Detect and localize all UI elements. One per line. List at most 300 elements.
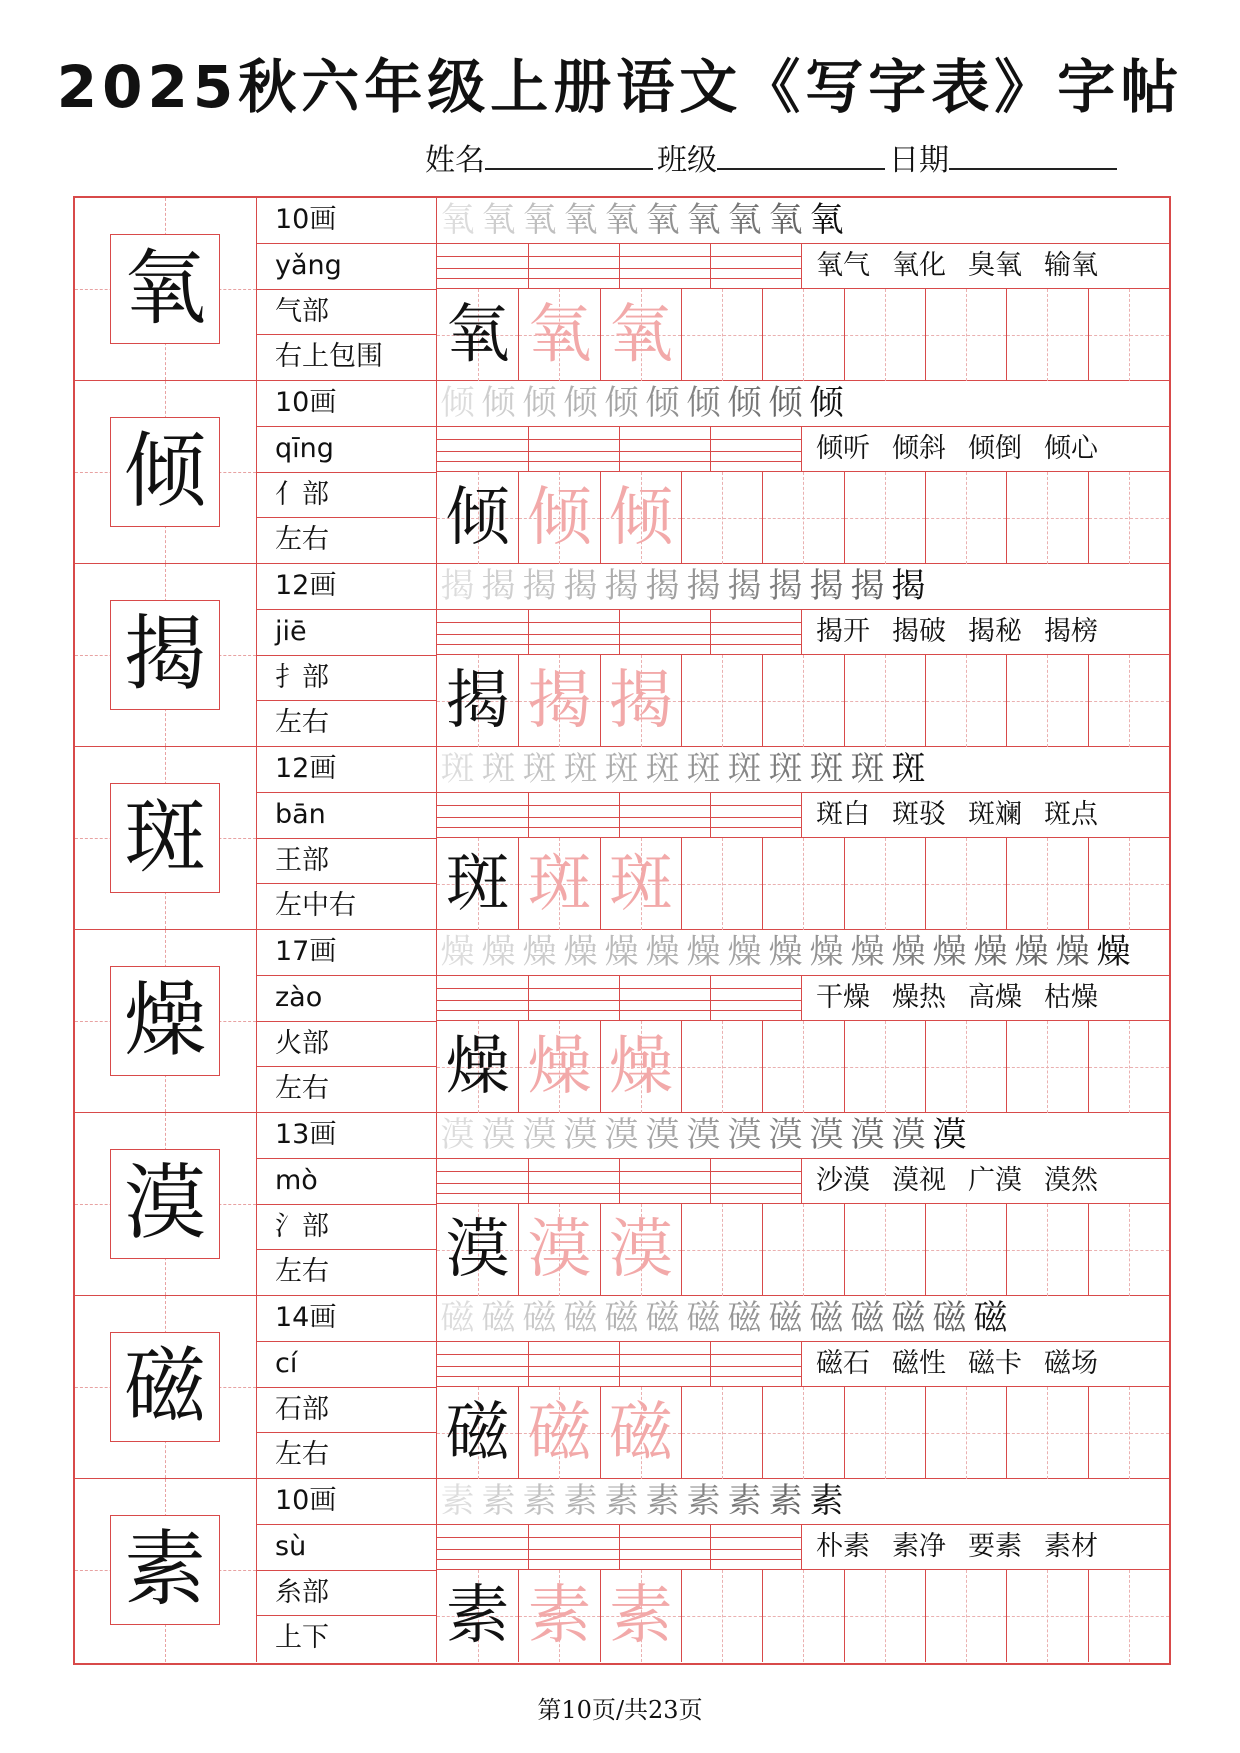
stroke-step: 倾	[440, 383, 475, 423]
stroke-step: 漠	[522, 1115, 557, 1155]
stroke-step: 磁	[481, 1298, 516, 1338]
word: 磁场	[1044, 1348, 1098, 1379]
stroke-step: 磁	[686, 1298, 721, 1338]
stroke-step: 磁	[604, 1298, 639, 1338]
model-char: 倾	[445, 481, 510, 555]
guide-line	[845, 335, 925, 336]
stroke-step: 倾	[481, 383, 516, 423]
word-list	[801, 427, 1169, 472]
guide-line	[1007, 1067, 1087, 1068]
character-row	[75, 930, 1169, 1113]
writing-box[interactable]	[518, 838, 599, 930]
stroke-step: 斑	[891, 749, 926, 789]
writing-box[interactable]	[762, 1204, 843, 1296]
writing-box[interactable]	[681, 1204, 762, 1296]
radical: 王部	[257, 839, 436, 885]
writing-box[interactable]	[1088, 1204, 1169, 1296]
stroke-step: 氧	[686, 200, 721, 240]
stroke-step: 氧	[604, 200, 639, 240]
stroke-step: 斑	[563, 749, 598, 789]
stroke-step: 揭	[522, 566, 557, 606]
page-title: 2025秋六年级上册语文《写字表》字帖	[56, 53, 1184, 121]
writing-box[interactable]	[600, 655, 681, 747]
stroke-step: 燥	[440, 932, 475, 972]
stroke-order	[437, 198, 1169, 244]
pinyin: cí	[257, 1342, 436, 1388]
pinyin-divider	[619, 793, 620, 837]
pinyin-divider	[619, 1159, 620, 1203]
structure: 左右	[275, 1073, 329, 1105]
stroke-step: 磁	[727, 1298, 762, 1338]
structure: 上下	[275, 1622, 329, 1654]
writing-box[interactable]	[1006, 838, 1087, 930]
practice-area	[437, 1296, 1169, 1478]
stroke-step: 燥	[645, 932, 680, 972]
stroke-step: 素	[604, 1481, 639, 1521]
stroke-step: 磁	[563, 1298, 598, 1338]
stroke-step: 素	[440, 1481, 475, 1521]
guide-line	[926, 1433, 1006, 1434]
stroke-order	[437, 381, 1169, 427]
stroke-step: 燥	[686, 932, 721, 972]
pinyin-divider	[528, 244, 529, 288]
word-list	[801, 1342, 1169, 1387]
writing-box[interactable]	[681, 1570, 762, 1662]
pinyin-divider	[619, 427, 620, 471]
main-char: 磁	[110, 1332, 220, 1442]
word: 揭榜	[1044, 616, 1098, 647]
pinyin-divider	[710, 976, 711, 1020]
writing-box[interactable]	[437, 1021, 518, 1113]
pinyin-writing-grid[interactable]	[437, 1159, 801, 1204]
word: 枯燥	[1044, 982, 1098, 1013]
main-char: 燥	[110, 966, 220, 1076]
stroke-step: 磁	[440, 1298, 475, 1338]
pinyin-writing-grid[interactable]	[437, 1342, 801, 1387]
pinyin-divider	[710, 610, 711, 654]
class-blank[interactable]	[717, 140, 885, 170]
stroke-step: 燥	[932, 932, 967, 972]
main-char-cell	[75, 930, 257, 1112]
writing-box[interactable]	[1006, 289, 1087, 381]
writing-box[interactable]	[1006, 655, 1087, 747]
writing-box[interactable]	[518, 1021, 599, 1113]
trace-char: 倾	[608, 481, 673, 555]
pinyin-divider	[710, 1159, 711, 1203]
stroke-step: 燥	[727, 932, 762, 972]
stroke-step: 燥	[604, 932, 639, 972]
word: 磁性	[892, 1348, 946, 1379]
radical: 气部	[257, 290, 436, 336]
word: 斑驳	[892, 799, 946, 830]
character-row	[75, 1296, 1169, 1479]
stroke-step: 素	[809, 1481, 844, 1521]
main-char: 斑	[110, 783, 220, 893]
writing-box[interactable]	[600, 1204, 681, 1296]
stroke-step: 素	[768, 1481, 803, 1521]
writing-box[interactable]	[844, 1387, 925, 1479]
writing-box[interactable]	[844, 289, 925, 381]
guide-line	[1089, 518, 1169, 519]
writing-box[interactable]	[762, 1387, 843, 1479]
stroke-step: 漠	[604, 1115, 639, 1155]
stroke-step: 揭	[481, 566, 516, 606]
guide-line	[682, 1616, 762, 1617]
stroke-step: 燥	[973, 932, 1008, 972]
writing-box[interactable]	[1088, 1021, 1169, 1113]
stroke-step: 素	[563, 1481, 598, 1521]
writing-box[interactable]	[681, 655, 762, 747]
character-row	[75, 747, 1169, 930]
pinyin-writing-grid[interactable]	[437, 610, 801, 655]
stroke-step: 漠	[850, 1115, 885, 1155]
writing-box[interactable]	[925, 1387, 1006, 1479]
stroke-step: 燥	[522, 932, 557, 972]
writing-box[interactable]	[437, 289, 518, 381]
writing-box[interactable]	[518, 1204, 599, 1296]
guide-line	[682, 884, 762, 885]
writing-box[interactable]	[762, 1570, 843, 1662]
model-char: 斑	[445, 847, 510, 921]
writing-box[interactable]	[600, 838, 681, 930]
pinyin-divider	[710, 1342, 711, 1386]
writing-box[interactable]	[1006, 1204, 1087, 1296]
stroke-step: 斑	[768, 749, 803, 789]
radical: 糸部	[257, 1571, 436, 1617]
structure: 左右	[275, 524, 329, 556]
guide-line	[926, 1250, 1006, 1251]
trace-char: 揭	[608, 664, 673, 738]
practice-area	[437, 747, 1169, 929]
writing-box[interactable]	[762, 1021, 843, 1113]
practice-area	[437, 381, 1169, 563]
char-info	[257, 1113, 437, 1295]
radical: 氵部	[257, 1205, 436, 1251]
word: 沙漠	[816, 1165, 870, 1196]
word-list	[801, 244, 1169, 289]
stroke-count: 12画	[257, 747, 436, 793]
writing-box[interactable]	[925, 1021, 1006, 1113]
practice-area	[437, 930, 1169, 1112]
stroke-step: 磁	[891, 1298, 926, 1338]
trace-char: 燥	[527, 1030, 592, 1104]
stroke-step: 揭	[604, 566, 639, 606]
main-char-cell	[75, 1113, 257, 1295]
stroke-step: 磁	[850, 1298, 885, 1338]
writing-box[interactable]	[518, 1570, 599, 1662]
main-char-cell	[75, 1479, 257, 1662]
stroke-step: 燥	[1096, 932, 1131, 972]
writing-box[interactable]	[600, 289, 681, 381]
writing-box[interactable]	[1088, 655, 1169, 747]
writing-boxes	[437, 655, 1169, 747]
word: 斑点	[1044, 799, 1098, 830]
word-list	[801, 793, 1169, 838]
word: 漠视	[892, 1165, 946, 1196]
word: 朴素	[816, 1531, 870, 1562]
pinyin-divider	[619, 976, 620, 1020]
guide-line	[926, 335, 1006, 336]
writing-box[interactable]	[844, 1021, 925, 1113]
stroke-count: 12画	[257, 564, 436, 610]
main-char: 倾	[110, 417, 220, 527]
writing-box[interactable]	[437, 838, 518, 930]
guide-line	[682, 518, 762, 519]
trace-char: 氧	[608, 298, 673, 372]
guide-line	[763, 884, 843, 885]
guide-line	[682, 1433, 762, 1434]
word: 广漠	[968, 1165, 1022, 1196]
writing-box[interactable]	[925, 655, 1006, 747]
guide-line	[763, 1250, 843, 1251]
writing-box[interactable]	[1088, 472, 1169, 564]
pinyin: mò	[257, 1159, 436, 1205]
writing-box[interactable]	[600, 1570, 681, 1662]
stroke-step: 揭	[891, 566, 926, 606]
guide-line	[1007, 884, 1087, 885]
writing-box[interactable]	[844, 472, 925, 564]
stroke-order	[437, 1113, 1169, 1159]
guide-line	[845, 1067, 925, 1068]
word: 氧气	[816, 250, 870, 281]
word: 倾斜	[892, 433, 946, 464]
guide-line	[845, 1250, 925, 1251]
pinyin-divider	[528, 1342, 529, 1386]
stroke-step: 斑	[645, 749, 680, 789]
stroke-step: 倾	[686, 383, 721, 423]
writing-box[interactable]	[437, 472, 518, 564]
writing-box[interactable]	[844, 655, 925, 747]
stroke-step: 磁	[932, 1298, 967, 1338]
writing-box[interactable]	[762, 838, 843, 930]
trace-char: 素	[527, 1579, 592, 1653]
guide-line	[682, 701, 762, 702]
writing-box[interactable]	[1088, 289, 1169, 381]
writing-box[interactable]	[762, 289, 843, 381]
stroke-step: 揭	[727, 566, 762, 606]
char-info	[257, 198, 437, 380]
guide-line	[926, 1067, 1006, 1068]
word: 倾心	[1044, 433, 1098, 464]
writing-box[interactable]	[1006, 472, 1087, 564]
stroke-step: 燥	[891, 932, 926, 972]
writing-box[interactable]	[600, 1387, 681, 1479]
stroke-step: 素	[686, 1481, 721, 1521]
writing-box[interactable]	[925, 472, 1006, 564]
stroke-step: 倾	[768, 383, 803, 423]
guide-line	[1089, 1616, 1169, 1617]
pinyin: zào	[257, 976, 436, 1022]
stroke-step: 燥	[768, 932, 803, 972]
stroke-step: 斑	[686, 749, 721, 789]
guide-line	[845, 884, 925, 885]
stroke-count: 13画	[257, 1113, 436, 1159]
stroke-step: 漠	[686, 1115, 721, 1155]
writing-box[interactable]	[681, 838, 762, 930]
structure: 左右	[275, 1439, 329, 1471]
writing-box[interactable]	[681, 1021, 762, 1113]
stroke-step: 磁	[522, 1298, 557, 1338]
pinyin-writing-grid[interactable]	[437, 976, 801, 1021]
char-info	[257, 930, 437, 1112]
pinyin-divider	[710, 1525, 711, 1569]
stroke-step: 氧	[809, 200, 844, 240]
writing-boxes	[437, 1021, 1169, 1113]
stroke-step: 漠	[809, 1115, 844, 1155]
guide-line	[1089, 701, 1169, 702]
model-char: 磁	[445, 1396, 510, 1470]
writing-box[interactable]	[437, 655, 518, 747]
writing-box[interactable]	[762, 655, 843, 747]
pinyin-divider	[619, 244, 620, 288]
char-info	[257, 747, 437, 929]
writing-box[interactable]	[1006, 1387, 1087, 1479]
stroke-step: 燥	[850, 932, 885, 972]
trace-char: 燥	[608, 1030, 673, 1104]
writing-box[interactable]	[762, 472, 843, 564]
writing-boxes	[437, 289, 1169, 381]
writing-box[interactable]	[437, 1387, 518, 1479]
practice-sheet	[73, 196, 1171, 1665]
stroke-step: 磁	[973, 1298, 1008, 1338]
writing-box[interactable]	[437, 1570, 518, 1662]
pinyin-writing-grid[interactable]	[437, 427, 801, 472]
stroke-step: 氧	[727, 200, 762, 240]
word: 漠然	[1044, 1165, 1098, 1196]
writing-box[interactable]	[1006, 1570, 1087, 1662]
guide-line	[926, 518, 1006, 519]
main-char-cell	[75, 564, 257, 746]
stroke-step: 倾	[604, 383, 639, 423]
word: 倾倒	[968, 433, 1022, 464]
pinyin-divider	[619, 610, 620, 654]
stroke-step: 斑	[522, 749, 557, 789]
pinyin-writing-grid[interactable]	[437, 244, 801, 289]
pinyin: bān	[257, 793, 436, 839]
stroke-step: 氧	[522, 200, 557, 240]
date-label: 日期	[889, 143, 949, 178]
writing-box[interactable]	[844, 838, 925, 930]
writing-box[interactable]	[925, 289, 1006, 381]
guide-line	[1007, 701, 1087, 702]
stroke-order	[437, 1296, 1169, 1342]
main-char: 漠	[110, 1149, 220, 1259]
word: 揭破	[892, 616, 946, 647]
name-blank[interactable]	[485, 140, 653, 170]
guide-line	[682, 1067, 762, 1068]
writing-box[interactable]	[1088, 1387, 1169, 1479]
stroke-step: 素	[727, 1481, 762, 1521]
stroke-order	[437, 930, 1169, 976]
character-row	[75, 1113, 1169, 1296]
word: 输氧	[1044, 250, 1098, 281]
stroke-step: 素	[522, 1481, 557, 1521]
main-char: 素	[110, 1515, 220, 1625]
stroke-step: 燥	[563, 932, 598, 972]
model-char: 揭	[445, 664, 510, 738]
writing-box[interactable]	[681, 289, 762, 381]
writing-box[interactable]	[1088, 838, 1169, 930]
word: 磁石	[816, 1348, 870, 1379]
writing-box[interactable]	[681, 472, 762, 564]
word-list	[801, 1159, 1169, 1204]
pinyin-divider	[619, 1342, 620, 1386]
stroke-step: 素	[645, 1481, 680, 1521]
guide-line	[763, 518, 843, 519]
word: 高燥	[968, 982, 1022, 1013]
pinyin-divider	[528, 976, 529, 1020]
word: 燥热	[892, 982, 946, 1013]
stroke-step: 素	[481, 1481, 516, 1521]
word: 氧化	[892, 250, 946, 281]
pinyin-divider	[528, 1159, 529, 1203]
stroke-step: 漠	[932, 1115, 967, 1155]
trace-char: 漠	[527, 1213, 592, 1287]
character-row	[75, 564, 1169, 747]
writing-box[interactable]	[518, 289, 599, 381]
guide-line	[763, 335, 843, 336]
word: 臭氧	[968, 250, 1022, 281]
writing-box[interactable]	[925, 1570, 1006, 1662]
trace-char: 磁	[608, 1396, 673, 1470]
radical: 扌部	[257, 656, 436, 702]
pinyin-divider	[710, 244, 711, 288]
guide-line	[926, 884, 1006, 885]
stroke-step: 漠	[768, 1115, 803, 1155]
stroke-step: 磁	[768, 1298, 803, 1338]
practice-area	[437, 1113, 1169, 1295]
writing-box[interactable]	[681, 1387, 762, 1479]
writing-box[interactable]	[600, 1021, 681, 1113]
stroke-step: 倾	[563, 383, 598, 423]
character-row	[75, 381, 1169, 564]
stroke-step: 氧	[645, 200, 680, 240]
stroke-step: 漠	[891, 1115, 926, 1155]
pinyin-writing-grid[interactable]	[437, 793, 801, 838]
writing-box[interactable]	[1006, 1021, 1087, 1113]
writing-box[interactable]	[1088, 1570, 1169, 1662]
date-blank[interactable]	[949, 140, 1117, 170]
pinyin-writing-grid[interactable]	[437, 1525, 801, 1570]
stroke-step: 燥	[1014, 932, 1049, 972]
stroke-step: 漠	[481, 1115, 516, 1155]
model-char: 燥	[445, 1030, 510, 1104]
writing-box[interactable]	[518, 1387, 599, 1479]
stroke-step: 揭	[440, 566, 475, 606]
writing-box[interactable]	[518, 472, 599, 564]
word: 素净	[892, 1531, 946, 1562]
writing-box[interactable]	[925, 1204, 1006, 1296]
writing-box[interactable]	[844, 1204, 925, 1296]
structure: 左中右	[275, 890, 356, 922]
guide-line	[682, 335, 762, 336]
word-list	[801, 610, 1169, 655]
character-row	[75, 1479, 1169, 1662]
page-footer: 第10页/共23页	[537, 1696, 703, 1724]
writing-box[interactable]	[518, 655, 599, 747]
writing-box[interactable]	[844, 1570, 925, 1662]
char-info	[257, 1479, 437, 1662]
radical: 火部	[257, 1022, 436, 1068]
writing-box[interactable]	[600, 472, 681, 564]
character-row	[75, 198, 1169, 381]
practice-area	[437, 1479, 1169, 1662]
stroke-count: 17画	[257, 930, 436, 976]
writing-box[interactable]	[925, 838, 1006, 930]
writing-box[interactable]	[437, 1204, 518, 1296]
writing-boxes	[437, 1570, 1169, 1662]
stroke-step: 揭	[645, 566, 680, 606]
